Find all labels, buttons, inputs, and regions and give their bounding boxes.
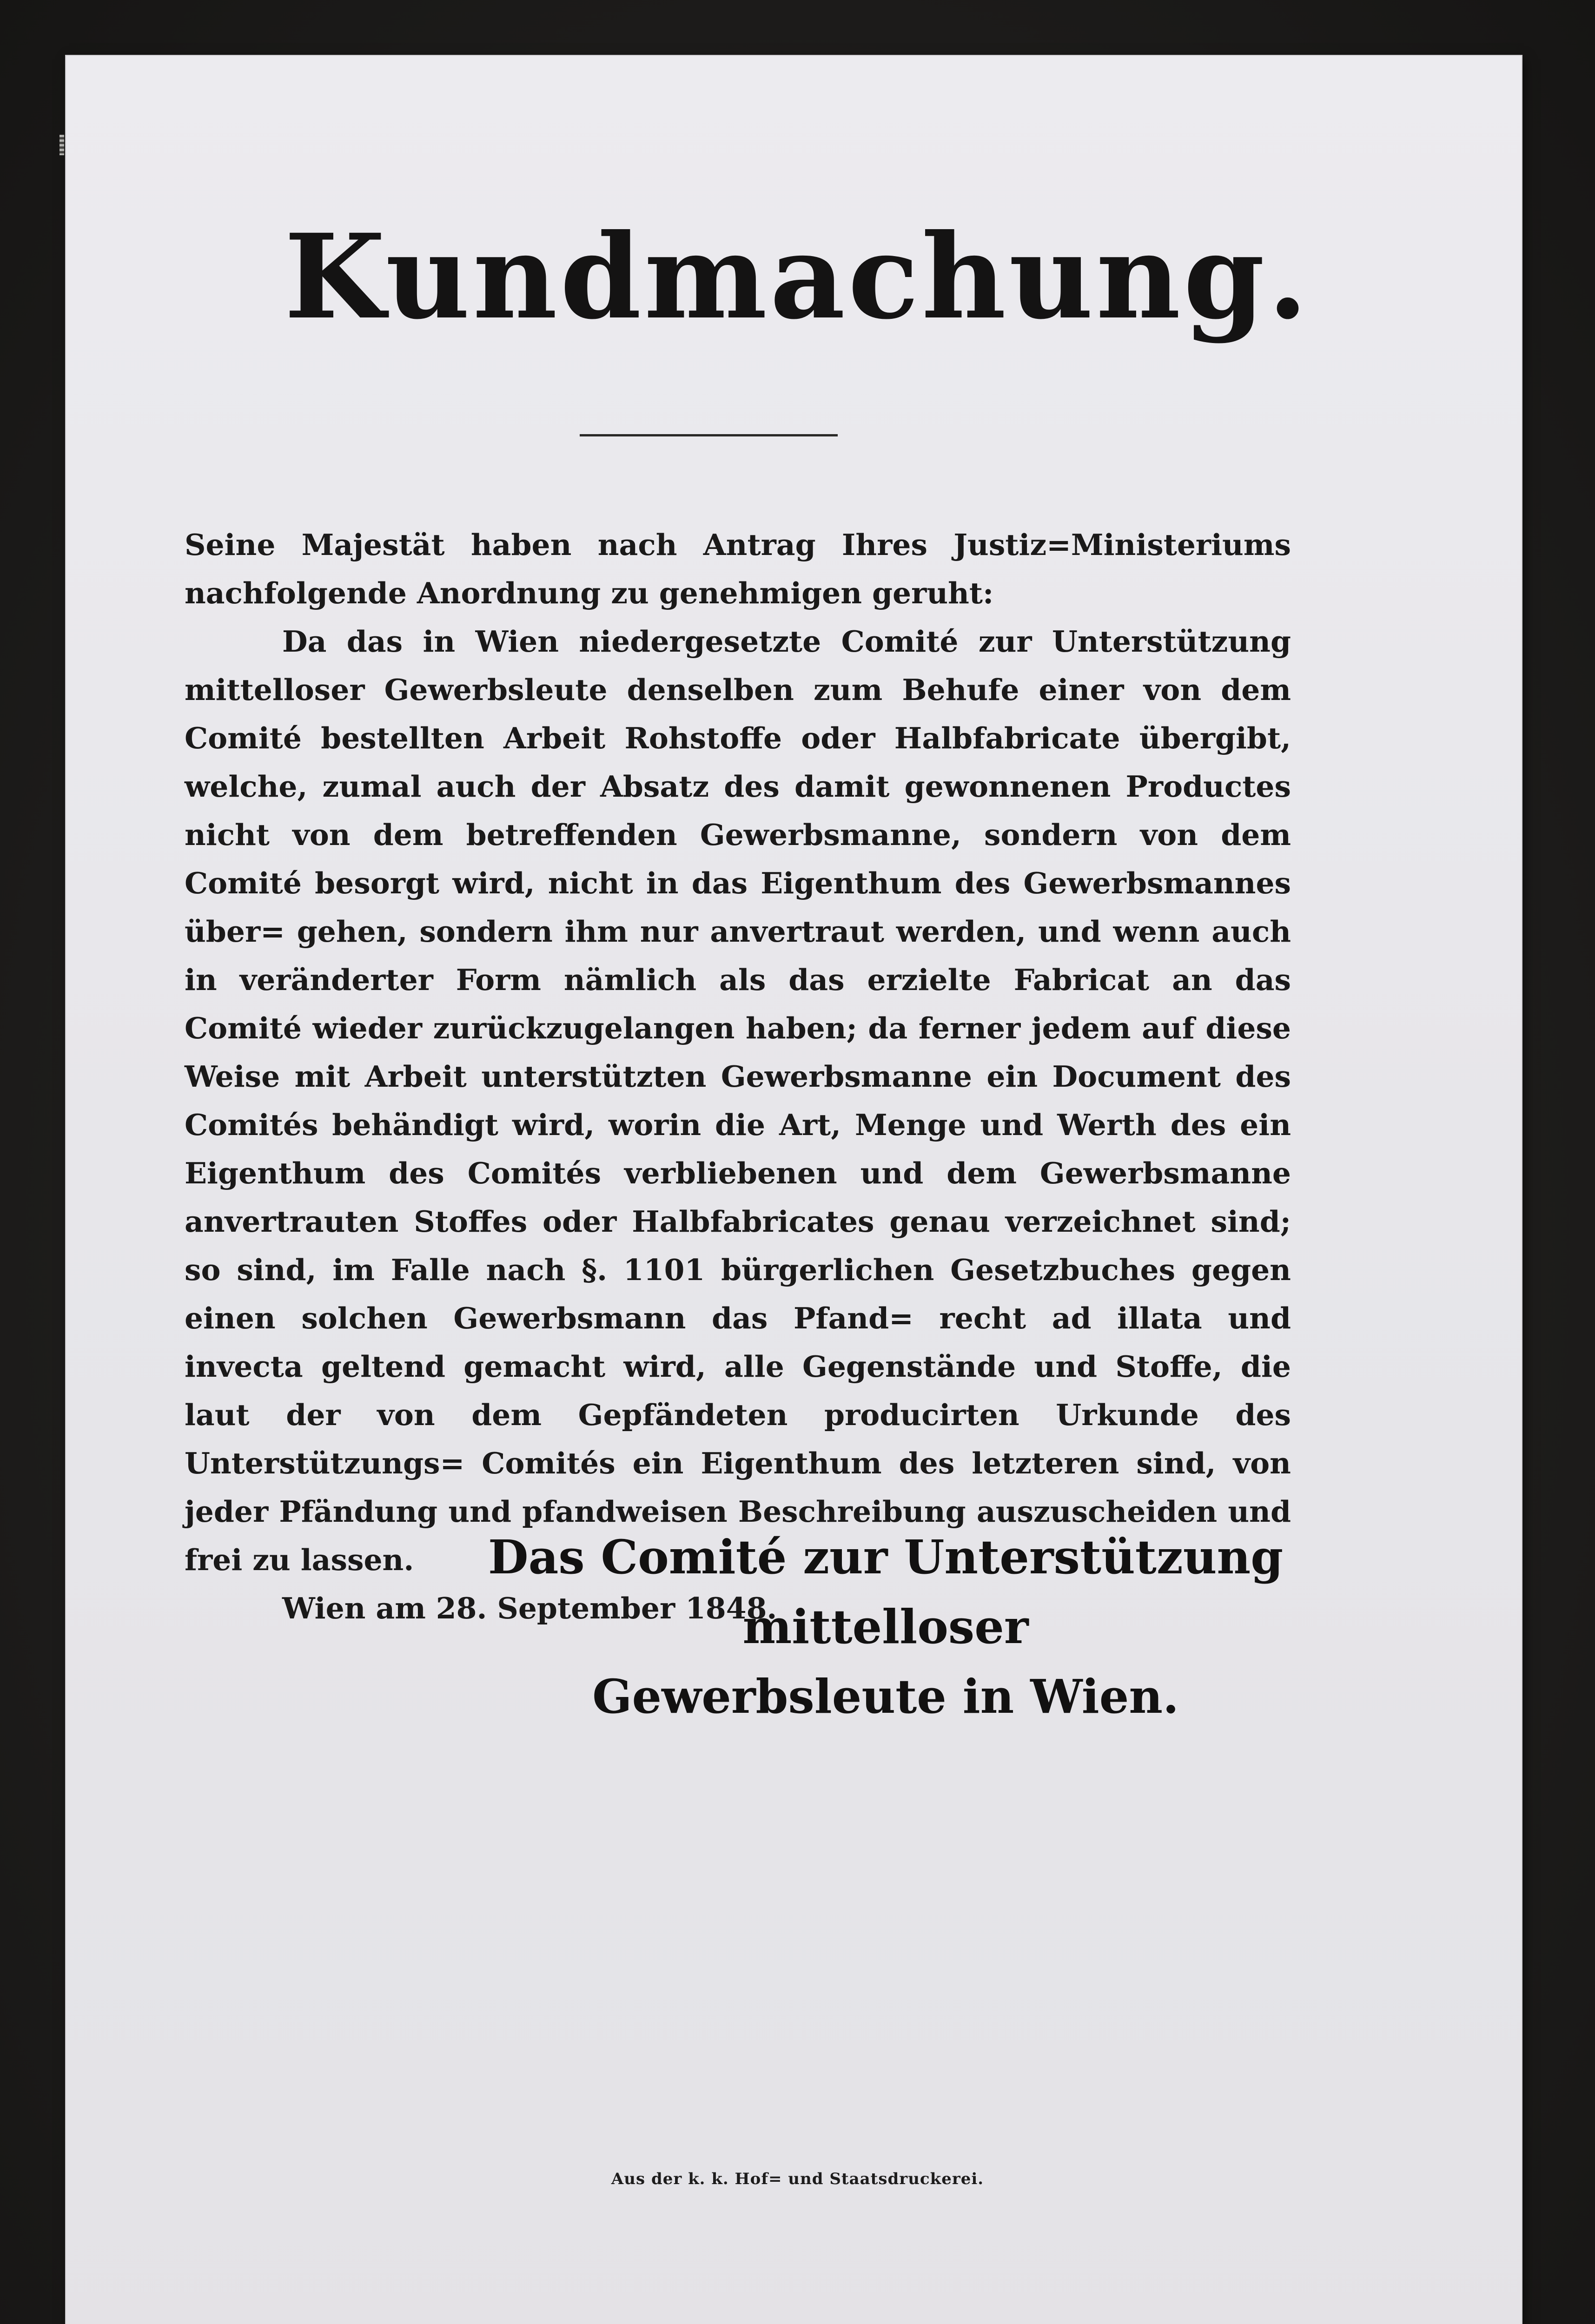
signature-line-2: Gewerbsleute in Wien.	[592, 1669, 1179, 1724]
document-body	[185, 521, 1291, 1632]
signature-block	[432, 1522, 1339, 1731]
title-divider	[580, 434, 838, 436]
document-title: Kundmachung.	[284, 208, 1311, 345]
signature-line-1: Das Comité zur Unterstützung mittelloser	[488, 1530, 1284, 1654]
printer-imprint: Aus der k. k. Hof= und Staatsdruckerei.	[611, 2170, 984, 2188]
main-paragraph: Da das in Wien niedergesetzte Comité zur Unterstützung mittelloser Gewerbsleute denselben zum Behufe einer von dem Comité bestellten Arbeit Rohstoffe oder Halbfabricate übergibt, welche, zumal auch der Absatz des damit gewonnenen Productes nicht von dem betreffenden Gewerbsmanne, sondern von dem Comité besorgt wird, nicht in das Eigenthum des Gewerbsmannes über= gehen, sondern ihm nur anvertraut werden, und wenn auch in veränderter Form nämlich als das erzielte Fabricat an das Comité wieder zurückzugelangen haben; da ferner jedem auf diese Weise mit Arbeit unterstützten Gewerbsmanne ein Document des Comités behändigt wird, worin die Art, Menge und Werth des ein Eigenthum des Comités verbliebenen und dem Gewerbsmanne anvertrauten Stoffes oder Halbfabricates genau verzeichnet sind; so sind, im Falle nach §. 1101 bürgerlichen Gesetzbuches gegen einen solchen Gewerbsmann das Pfand= recht ad illata und invecta geltend gemacht wird, alle Gegenstände und Stoffe, die laut der von dem Gepfändeten producirten Urkunde des Unterstützungs= Comités ein Eigenthum des letzteren sind, von jeder Pfändung und pfandweisen Beschreibung auszuscheiden und frei zu lassen.	[185, 624, 1291, 1577]
dateline: Wien am 28. September 1848.	[282, 1591, 777, 1625]
binding-mark	[60, 135, 64, 155]
intro-paragraph: Seine Majestät haben nach Antrag Ihres Justiz=Ministeriums nachfolgende Anordnung zu genehmigen geruht:	[185, 528, 1291, 610]
